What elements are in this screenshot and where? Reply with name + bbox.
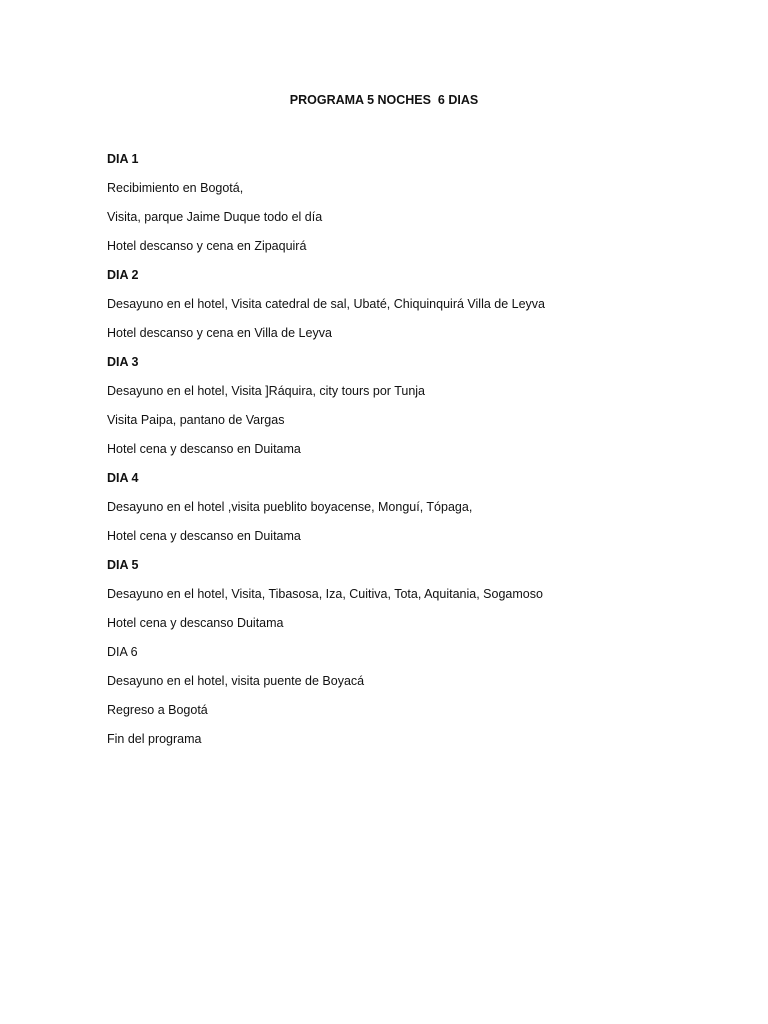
itinerary-line: Fin del programa bbox=[107, 732, 202, 746]
day-heading: DIA 5 bbox=[107, 558, 139, 572]
document-title: PROGRAMA 5 NOCHES 6 DIAS bbox=[289, 93, 479, 107]
itinerary-line: Hotel cena y descanso en Duitama bbox=[107, 529, 301, 543]
day-heading: DIA 4 bbox=[107, 471, 139, 485]
itinerary-line: Hotel cena y descanso Duitama bbox=[107, 616, 284, 630]
itinerary-line: Desayuno en el hotel, Visita, Tibasosa, Iza, Cuitiva, Tota, Aquitania, Sogamoso bbox=[107, 587, 543, 601]
itinerary-line: Desayuno en el hotel, visita puente de Boyacá bbox=[107, 674, 365, 688]
day-heading: DIA 2 bbox=[107, 268, 139, 282]
itinerary-line: Hotel descanso y cena en Villa de Leyva bbox=[107, 326, 332, 340]
itinerary-line: Regreso a Bogotá bbox=[107, 703, 208, 717]
itinerary-line: Visita Paipa, pantano de Vargas bbox=[107, 413, 285, 427]
document-body bbox=[107, 151, 707, 760]
day-heading: DIA 3 bbox=[107, 355, 139, 369]
itinerary-line: Recibimiento en Bogotá, bbox=[107, 181, 244, 195]
itinerary-line: Hotel descanso y cena en Zipaquirá bbox=[107, 239, 307, 253]
itinerary-line: Desayuno en el hotel ,visita pueblito boyacense, Monguí, Tópaga, bbox=[107, 500, 473, 514]
day-heading: DIA 1 bbox=[107, 152, 139, 166]
itinerary-line: Desayuno en el hotel, Visita ]Ráquira, city tours por Tunja bbox=[107, 384, 425, 398]
itinerary-line: DIA 6 bbox=[107, 645, 138, 659]
itinerary-line: Visita, parque Jaime Duque todo el día bbox=[107, 210, 323, 224]
itinerary-line: Desayuno en el hotel, Visita catedral de sal, Ubaté, Chiquinquirá Villa de Leyva bbox=[107, 297, 546, 311]
itinerary-line: Hotel cena y descanso en Duitama bbox=[107, 442, 301, 456]
